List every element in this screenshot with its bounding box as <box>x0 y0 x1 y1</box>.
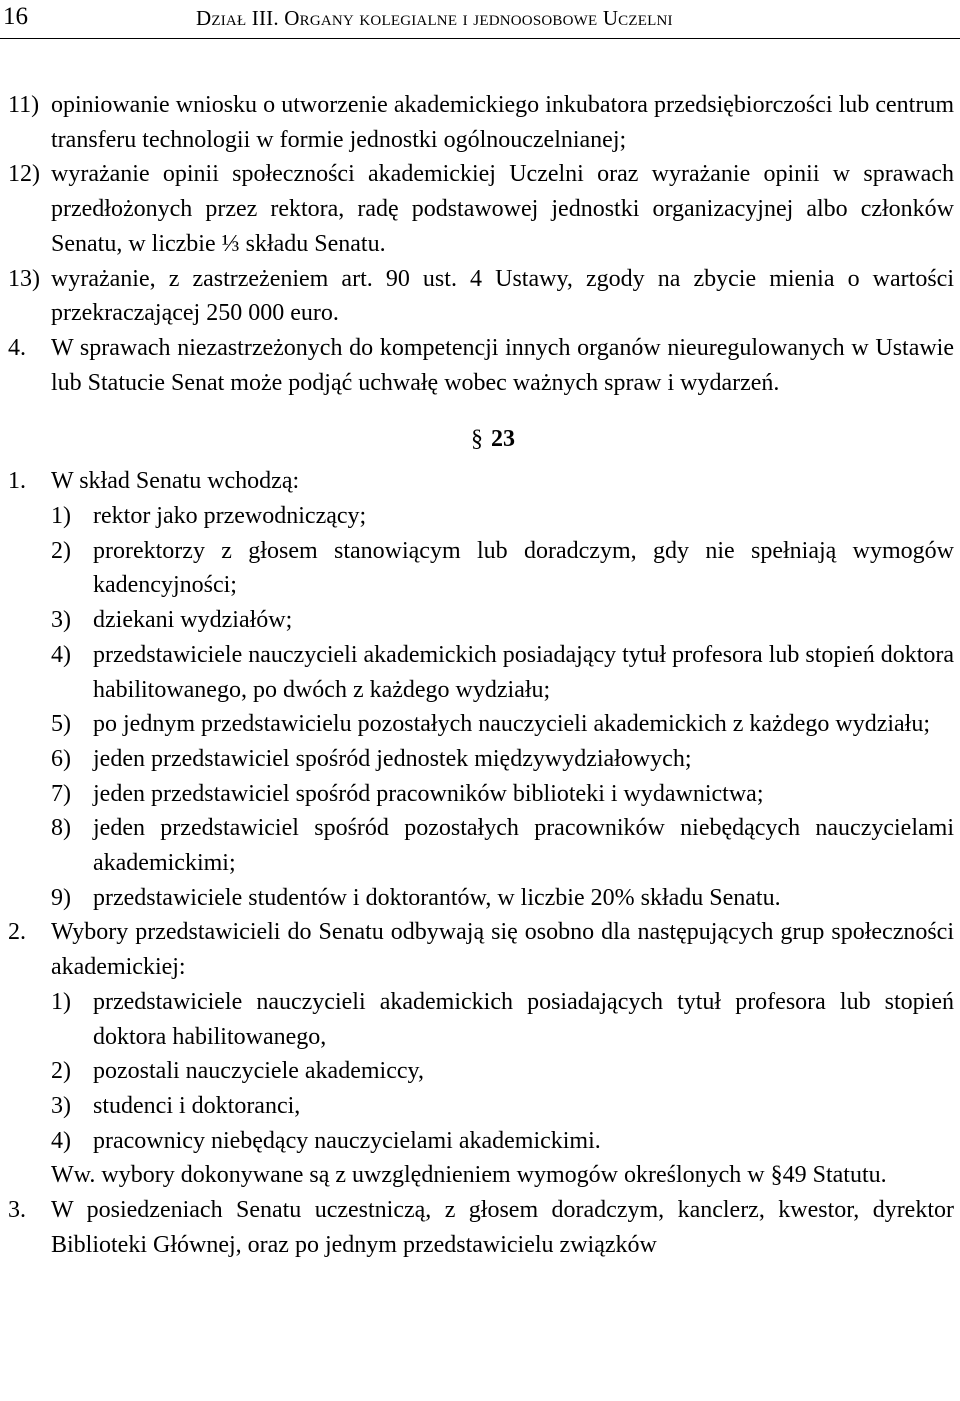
item-text: przedstawiciele studentów i doktorantów, w liczbie 20% składu Senatu. <box>93 884 781 911</box>
item-text: jeden przedstawiciel spośród pozostałych pracowników niebędących nauczycielami akademickimi; <box>93 815 954 877</box>
list-item <box>8 881 954 916</box>
item-text: opiniowanie wniosku o utworzenie akademickiego inkubatora przedsiębiorczości lub centrum transferu technologii w formie jednostki ogólnouczelnianej; <box>51 92 954 153</box>
list-item <box>8 1124 954 1159</box>
section-symbol: § <box>471 426 483 453</box>
paragraph-marker: 2. <box>8 919 26 946</box>
list-item <box>8 88 954 157</box>
item-marker: 12) <box>8 161 40 188</box>
paragraph-text: W skład Senatu wchodzą: <box>51 468 300 495</box>
item-marker: 11) <box>8 92 40 118</box>
paragraph-marker: 1. <box>8 468 26 495</box>
list-item <box>8 777 954 812</box>
item-text: dziekani wydziałów; <box>93 607 293 634</box>
page-header <box>0 0 960 39</box>
list-item <box>8 499 954 534</box>
item-marker: 2) <box>51 1058 71 1085</box>
list-item <box>8 1054 954 1089</box>
list-item <box>8 707 954 742</box>
list-item <box>8 638 954 707</box>
item-text: prorektorzy z głosem stanowiącym lub doradczym, gdy nie spełniają wymogów kadencyjności; <box>93 537 954 599</box>
item-marker: 9) <box>51 884 71 911</box>
list-item <box>8 811 954 880</box>
paragraph-text: Wybory przedstawicieli do Senatu odbywają się osobno dla następujących grup społeczności akademickiej: <box>51 919 954 981</box>
paragraph-1 <box>8 464 954 499</box>
item-marker: 2) <box>51 537 71 564</box>
list-item <box>8 534 954 603</box>
item-text: studenci i doktoranci, <box>93 1092 301 1119</box>
item-marker: 4) <box>51 641 71 668</box>
page-content <box>8 88 954 1263</box>
item-text: pozostali nauczyciele akademiccy, <box>93 1058 424 1085</box>
section-number: 23 <box>491 426 515 453</box>
paragraph-text: W posiedzeniach Senatu uczestniczą, z głosem doradczym, kanclerz, kwestor, dyrektor Biblioteki Głównej, oraz po jednym przedstawicielu związków <box>51 1197 954 1258</box>
item-marker: 13) <box>8 265 40 292</box>
list-item <box>8 1089 954 1124</box>
item-text: przedstawiciele nauczycieli akademickich posiadający tytuł profesora lub stopień doktora habilitowanego, po dwóch z każdego wydziału; <box>93 641 954 703</box>
paragraph-text: W sprawach niezastrzeżonych do kompetencji innych organów nieuregulowanych w Ustawie lub Statucie Senat może podjąć uchwałę wobec ważnych spraw i wydarzeń. <box>51 334 954 396</box>
item-marker: 6) <box>51 745 71 772</box>
item-text: wyrażanie opinii społeczności akademickiej Uczelni oraz wyrażanie opinii w sprawach przedłożonych przez rektora, radę podstawowej jednostki organizacyjnej albo członków Senatu, w liczbie ⅓ składu Senatu. <box>51 161 954 257</box>
paragraph-2 <box>8 915 954 984</box>
item-text: jeden przedstawiciel spośród jednostek międzywydziałowych; <box>93 745 692 772</box>
item-marker: 3) <box>51 1092 71 1119</box>
page-number: 16 <box>3 3 28 30</box>
item-marker: 5) <box>51 711 71 738</box>
item-marker: 8) <box>51 815 71 842</box>
list-item <box>8 262 954 331</box>
item-text: po jednym przedstawicielu pozostałych nauczycieli akademickich z każdego wydziału; <box>93 711 930 738</box>
paragraph-4 <box>8 331 954 400</box>
item-text: jeden przedstawiciel spośród pracowników biblioteki i wydawnictwa; <box>93 780 764 807</box>
item-text: rektor jako przewodniczący; <box>93 503 367 530</box>
item-text: pracownicy niebędący nauczycielami akademickimi. <box>93 1127 601 1154</box>
paragraph-3 <box>8 1193 954 1262</box>
list-item <box>8 985 954 1054</box>
item-marker: 7) <box>51 780 71 807</box>
paragraph-marker: 3. <box>8 1197 26 1224</box>
item-marker: 4) <box>51 1127 71 1154</box>
list-item <box>8 603 954 638</box>
item-marker: 1) <box>51 503 71 530</box>
list-item <box>8 742 954 777</box>
item-text: wyrażanie, z zastrzeżeniem art. 90 ust. 4 Ustawy, zgody na zbycie mienia o wartości przekraczającej 250 000 euro. <box>51 265 954 327</box>
paragraph-note <box>8 1158 954 1193</box>
item-text: przedstawiciele nauczycieli akademickich posiadających tytuł profesora lub stopień doktora habilitowanego, <box>93 988 954 1050</box>
paragraph-marker: 4. <box>8 334 26 361</box>
item-marker: 3) <box>51 607 71 634</box>
note-text: Ww. wybory dokonywane są z uwzględnieniem wymogów określonych w §49 Statutu. <box>51 1162 887 1189</box>
section-heading <box>8 414 954 464</box>
running-title: Dział III. Organy kolegialne i jednoosobowe Uczelni <box>196 6 673 30</box>
item-marker: 1) <box>51 988 71 1015</box>
list-item <box>8 157 954 261</box>
